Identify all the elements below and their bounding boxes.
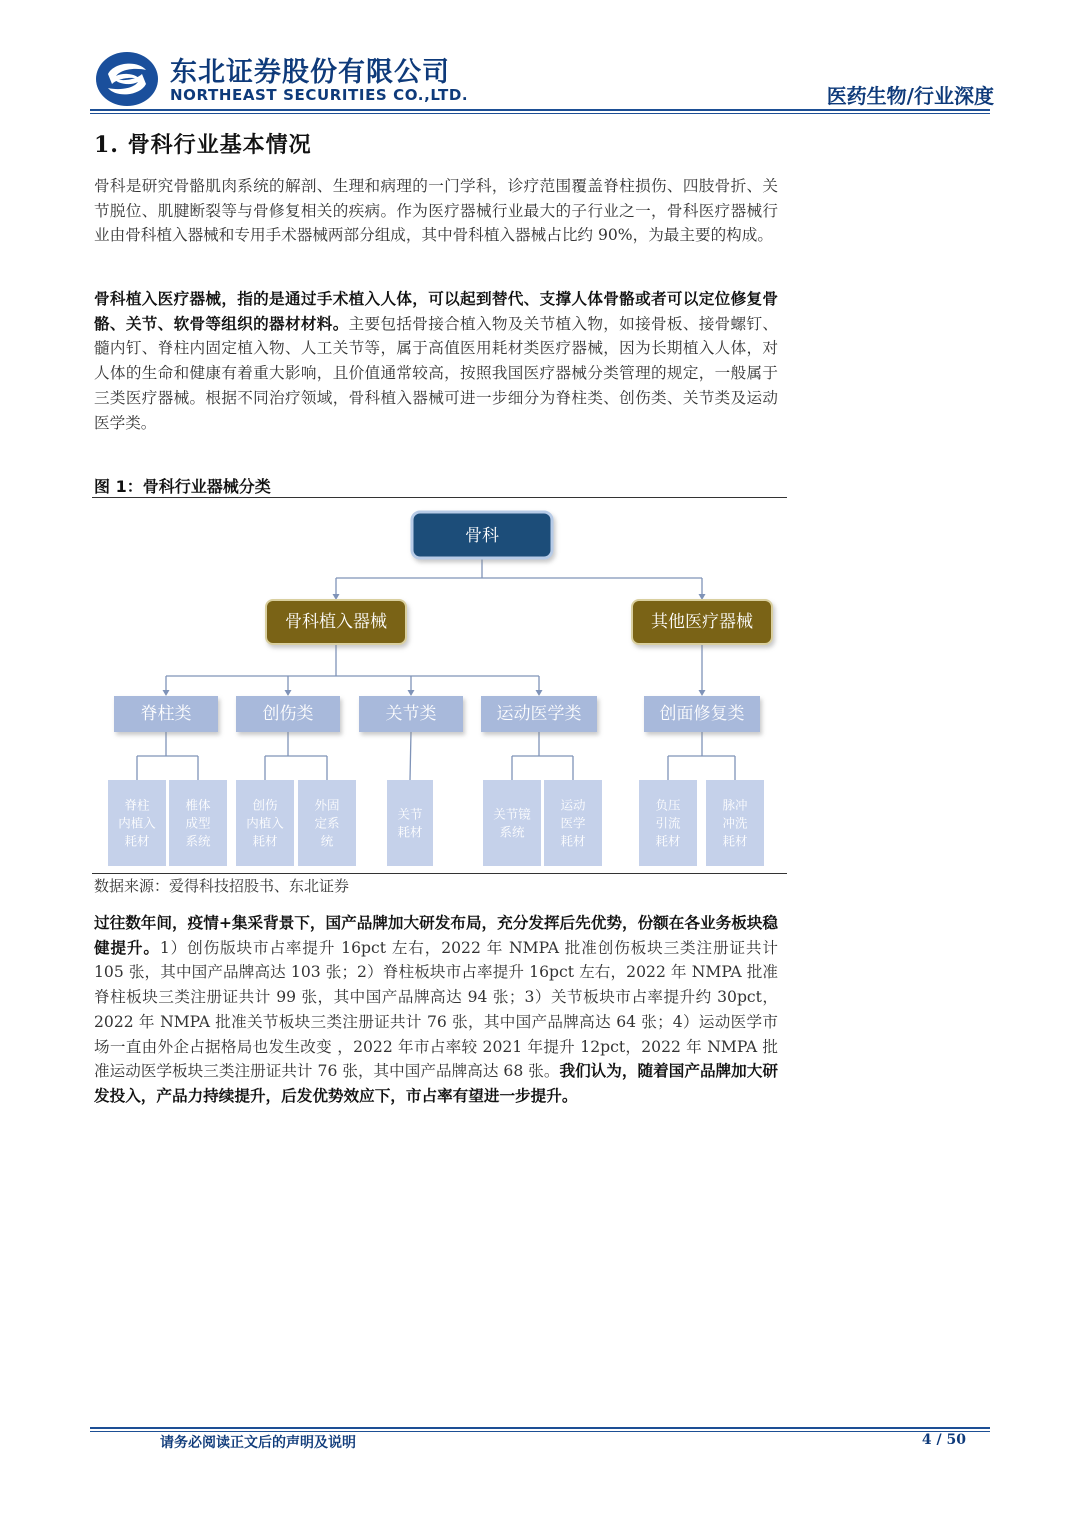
diagram-node-root [412, 512, 552, 558]
diagram-node-level3-label: 外固 [314, 797, 340, 813]
diagram-node-level2 [114, 696, 218, 732]
report-category: 医药生物/行业深度 [826, 84, 994, 108]
company-logo [94, 50, 514, 108]
diagram-node-level3-label: 创伤 [252, 797, 278, 813]
page-number: 4 / 50 [921, 1432, 966, 1448]
diagram-node-level2 [359, 696, 463, 732]
diagram-node-level2 [236, 696, 340, 732]
figure-top-rule [92, 497, 787, 498]
diagram-node-level1-label: 其他医疗器械 [651, 612, 753, 632]
company-name-cn: 东北证券股份有限公司 [170, 57, 450, 88]
company-name-en: NORTHEAST SECURITIES CO.,LTD. [170, 86, 469, 104]
paragraph-market-share-conclusion: 我们认为，随着国产品牌加大研发投入，产品力持续提升，后发优势效应下，市占率有望进一步提升。 [94, 1061, 778, 1105]
section-title: 1. 骨科行业基本情况 [94, 132, 312, 158]
diagram-node-level3-label: 运动 [560, 797, 586, 813]
diagram-node-level3-label: 耗材 [560, 833, 586, 849]
diagram-node-level2-label: 创面修复类 [659, 704, 745, 724]
diagram-node-level3 [108, 780, 166, 866]
diagram-node-level3 [706, 780, 764, 866]
orthopedic-device-classification-diagram [92, 500, 787, 872]
diagram-node-level3-label: 医学 [560, 815, 586, 831]
diagram-node-level3 [544, 780, 602, 866]
diagram-node-level3-label: 系统 [185, 833, 211, 849]
diagram-node-level3-label: 负压 [655, 797, 681, 813]
diagram-node-level2-label: 运动医学类 [496, 704, 582, 724]
header-divider [90, 109, 990, 111]
diagram-connectors [137, 558, 735, 780]
header-divider-thin [90, 113, 990, 114]
diagram-node-level3-label: 成型 [185, 815, 211, 831]
footer-divider [90, 1427, 990, 1429]
diagram-nodes [108, 512, 772, 866]
northeast-securities-logo-icon [94, 50, 160, 108]
paragraph-intro: 骨科是研究骨骼肌肉系统的解剖、生理和病理的一门学科，诊疗范围覆盖脊柱损伤、四肢骨折、关节脱位、肌腱断裂等与骨修复相关的疾病。作为医疗器械行业最大的子行业之一，骨科医疗器械行业由骨科植入器械和专用手术器械两部分组成，其中骨科植入器械占比约 90%，为最主要的构成。 [94, 177, 778, 245]
diagram-node-level3-label: 统 [320, 833, 334, 849]
diagram-node-level3 [639, 780, 697, 866]
diagram-node-level3-label: 关节镜 [493, 806, 531, 822]
figure-source: 数据来源：爱得科技招股书、东北证券 [94, 877, 350, 895]
diagram-node-level3-label: 耗材 [655, 833, 681, 849]
diagram-node-level3 [298, 780, 356, 866]
diagram-node-root-label: 骨科 [465, 526, 499, 546]
diagram-node-level3-label: 关节 [397, 806, 423, 822]
diagram-node-level3-label: 内植入 [118, 815, 156, 831]
diagram-node-level3 [483, 780, 541, 866]
diagram-node-level3 [169, 780, 227, 866]
connector-level2-arrow [536, 690, 543, 696]
diagram-node-level3-label: 系统 [499, 824, 525, 840]
diagram-node-level3-label: 耗材 [252, 833, 278, 849]
paragraph-implants-body: 主要包括骨接合植入物及关节植入物，如接骨板、接骨螺钉、髓内钉、脊柱内固定植入物、人工关节等，属于高值医用耗材类医疗器械，因为长期植入人体，对人体的生命和健康有着重大影响，且价值通常较高，按照我国医疗器械分类管理的规定，一般属于三类医疗器械。根据不同治疗领域，骨科植入器械可进一步细分为脊柱类、创伤类、关节类及运动医学类。 [94, 314, 778, 432]
disclaimer-note: 请务必阅读正文后的声明及说明 [160, 1435, 356, 1451]
diagram-node-level3-label: 耗材 [397, 824, 423, 840]
diagram-node-level3-label: 脊柱 [124, 797, 150, 813]
diagram-node-level1 [632, 600, 772, 644]
diagram-node-level3-label: 耗材 [124, 833, 150, 849]
paragraph-market-share-body: 1）创伤版块市占率提升 16pct 左右，2022 年 NMPA 批准创伤板块三类注册证共计 105 张，其中国产品牌高达 103 张；2）脊柱板块市占率提升 16pct 左右，2022 年 NMPA 批准脊柱板块三类注册证共计 99 张，其中国产品牌高达 94 张；3）关节板块市占率提升约 30pct，2022 年 NMPA 批准关节板块三类注册证共计 76 张，其中国产品牌高达 64 张；4）运动医学市场一直由外企占据格局也发生改变 ，2022 年市占率较 2021 年提升 12pct，2022 年 NMPA 批准运动医学板块三类注册证共计 76 张，其中国产品牌高达 68 张。 [94, 938, 779, 1081]
diagram-node-level3-label: 冲洗 [722, 815, 748, 831]
paragraph-implants [94, 287, 778, 435]
paragraph-market-share [94, 911, 778, 1109]
connector-level2-arrow [163, 690, 170, 696]
figure-bottom-rule [92, 873, 787, 874]
paragraph-implants-lead: 骨科植入医疗器械，指的是通过手术植入人体，可以起到替代、支撑人体骨骼或者可以定位修复骨骼、关节、软骨等组织的器材材料。 [94, 289, 778, 333]
paragraph-market-share-lead: 过往数年间，疫情+集采背景下，国产品牌加大研发布局，充分发挥后先优势，份额在各业务板块稳健提升。 [94, 913, 778, 957]
connector-level2-arrow [699, 690, 706, 696]
connector-level3-drop [410, 732, 411, 780]
diagram-node-level3-label: 脉冲 [722, 797, 748, 813]
diagram-node-level3-label: 椎体 [185, 797, 211, 813]
diagram-node-level3-label: 引流 [655, 815, 681, 831]
diagram-node-level1 [266, 600, 406, 644]
diagram-node-level2-label: 创伤类 [262, 704, 314, 724]
diagram-node-level2 [481, 696, 597, 732]
diagram-node-level3-label: 耗材 [722, 833, 748, 849]
diagram-node-level2 [644, 696, 760, 732]
figure-title: 图 1：骨科行业器械分类 [94, 477, 271, 496]
diagram-node-level1-label: 骨科植入器械 [285, 612, 387, 632]
connector-level2-arrow [285, 690, 292, 696]
diagram-node-level3-label: 内植入 [246, 815, 284, 831]
diagram-node-level3 [387, 780, 433, 866]
connector-level2-arrow [408, 690, 415, 696]
diagram-node-level3 [236, 780, 294, 866]
diagram-node-level2-label: 关节类 [385, 704, 437, 724]
diagram-node-level2-label: 脊柱类 [140, 704, 192, 724]
diagram-node-level3-label: 定系 [314, 815, 340, 831]
